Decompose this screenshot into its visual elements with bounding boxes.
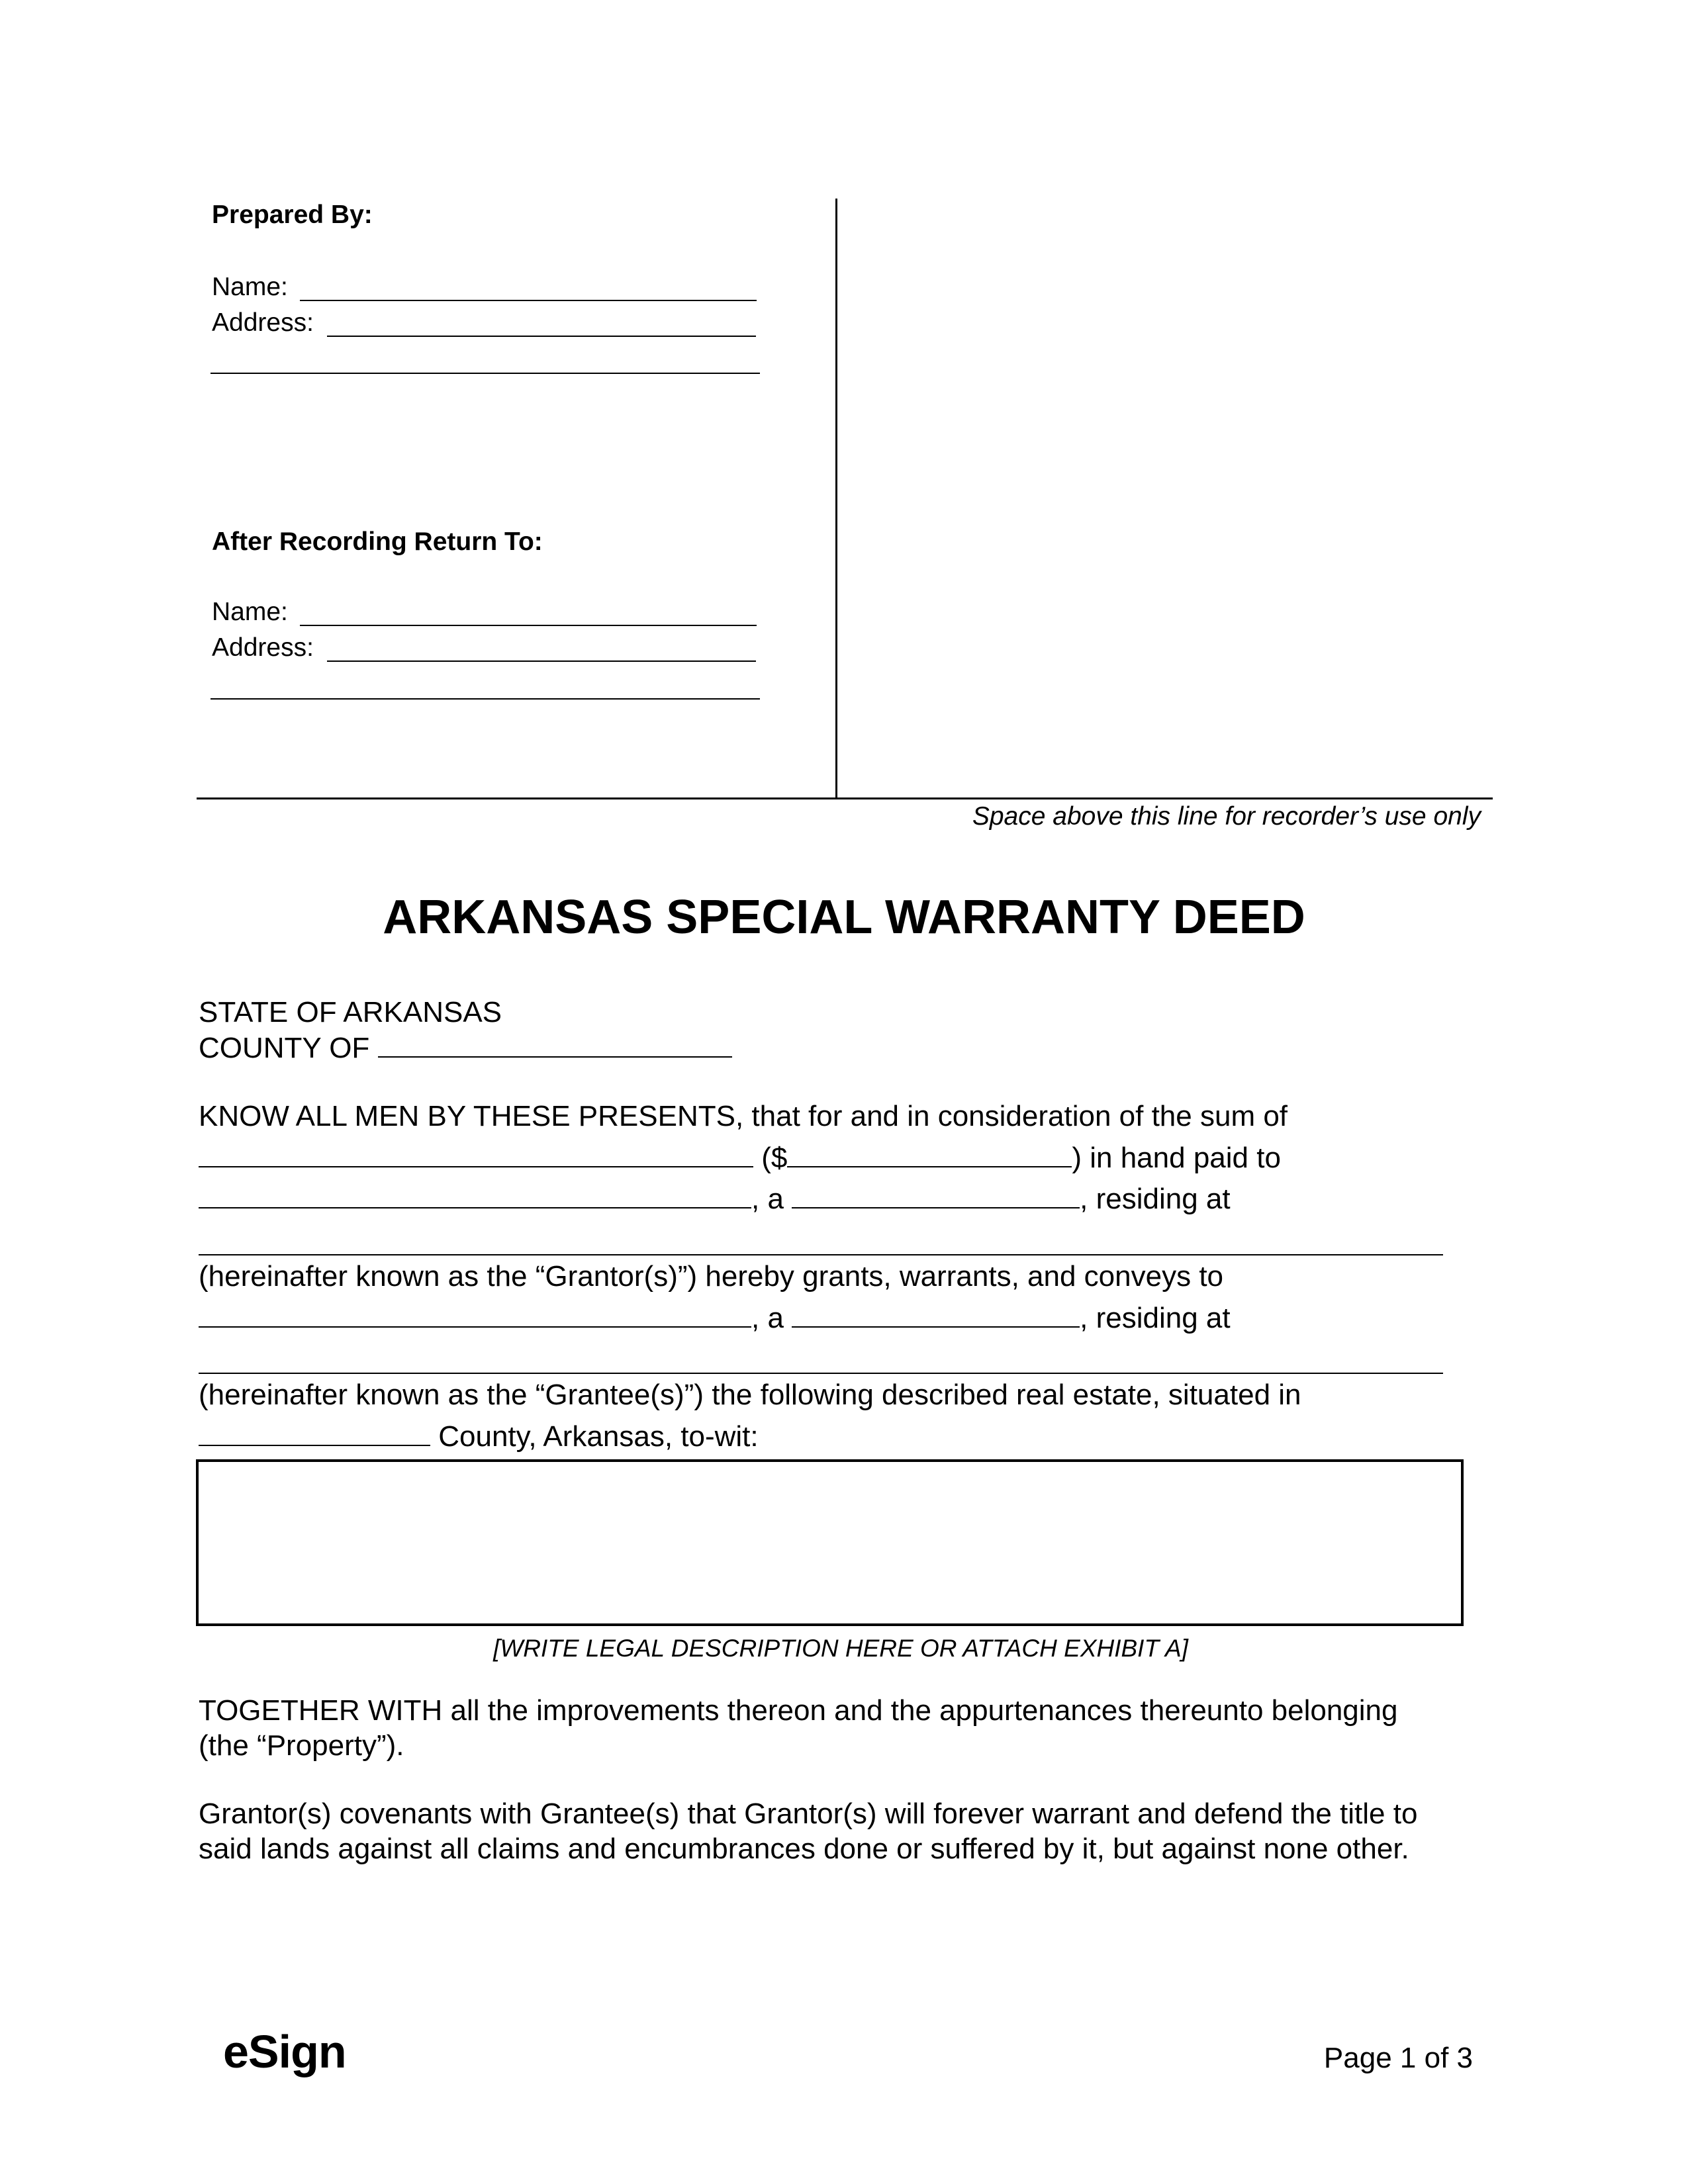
county-arkansas-text: County, Arkansas, to-wit: [438,1420,759,1453]
property-county-line [199,1420,759,1453]
recorder-area-divider-horizontal [197,797,1493,799]
grantee-residing-text: , residing at [1080,1302,1231,1334]
esign-logo: eSign [223,2026,346,2077]
in-hand-text: ) in hand paid to [1072,1142,1281,1174]
grantor-residing-text: , residing at [1080,1183,1231,1215]
document-title: ARKANSAS SPECIAL WARRANTY DEED [383,891,1305,944]
county-line [199,1031,732,1065]
grantor-name-field[interactable] [199,1182,751,1208]
consideration-line [199,1141,1281,1175]
grantor-line [199,1182,1231,1216]
grantor-address-field[interactable] [199,1254,1443,1255]
grantee-line [199,1301,1231,1335]
grantee-clause: (hereinafter known as the “Grantee(s)”) the following described real estate, situated in [199,1379,1301,1411]
grantee-name-field[interactable] [199,1301,751,1328]
grantor-type-field[interactable] [792,1182,1080,1208]
legal-description-note: [WRITE LEGAL DESCRIPTION HERE OR ATTACH EXHIBIT A] [493,1635,1188,1662]
return-name-field[interactable] [300,625,757,626]
county-label: COUNTY OF [199,1032,370,1064]
return-name-label: Name: [212,598,288,626]
together-with-line2: (the “Property”). [199,1729,404,1762]
state-line: STATE OF ARKANSAS [199,996,502,1028]
together-with-line1: TOGETHER WITH all the improvements thereon and the appurtenances thereunto belonging [199,1694,1398,1727]
county-field[interactable] [378,1031,732,1058]
grantor-a-text: , a [751,1183,784,1215]
legal-description-box[interactable] [196,1459,1464,1626]
prepared-address-label: Address: [212,308,314,337]
page-number: Page 1 of 3 [1323,2042,1473,2074]
return-address-label: Address: [212,633,314,662]
prepared-address-field[interactable] [327,336,756,337]
return-address-field-line2[interactable] [211,698,760,700]
grantee-address-field[interactable] [199,1373,1443,1374]
grantor-clause: (hereinafter known as the “Grantor(s)”) hereby grants, warrants, and conveys to [199,1260,1224,1293]
return-address-field[interactable] [327,660,756,662]
consideration-intro: KNOW ALL MEN BY THESE PRESENTS, that for and in consideration of the sum of [199,1100,1288,1132]
recorder-use-note: Space above this line for recorder’s use only [972,802,1481,831]
prepared-by-heading: Prepared By: [212,201,373,229]
covenant-line2: said lands against all claims and encumbrances done or suffered by it, but against none other. [199,1833,1409,1865]
dollar-open: ($ [761,1142,788,1174]
grantee-type-field[interactable] [792,1301,1080,1328]
prepared-address-field-line2[interactable] [211,373,760,374]
grantee-a-text: , a [751,1302,784,1334]
recorder-area-divider-vertical [835,199,837,797]
covenant-line1: Grantor(s) covenants with Grantee(s) that Grantor(s) will forever warrant and defend the title to [199,1797,1418,1830]
prepared-name-field[interactable] [300,300,757,301]
consideration-words-field[interactable] [199,1141,753,1167]
prepared-name-label: Name: [212,273,288,301]
consideration-amount-field[interactable] [787,1141,1072,1167]
return-to-heading: After Recording Return To: [212,527,543,556]
property-county-field[interactable] [199,1420,430,1446]
